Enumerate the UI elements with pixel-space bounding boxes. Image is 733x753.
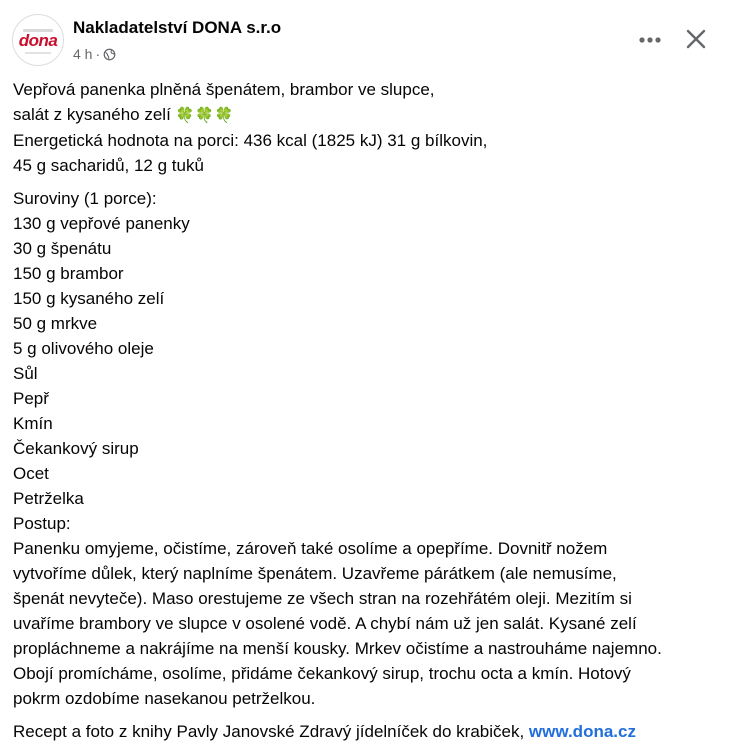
nutrition-line: 45 g sacharidů, 12 g tuků bbox=[13, 156, 204, 175]
close-button[interactable] bbox=[683, 26, 709, 52]
nutrition-line: Energetická hodnota na porci: 436 kcal (1825 kJ) 31 g bílkovin, bbox=[13, 131, 488, 150]
post-intro bbox=[13, 77, 721, 178]
post-meta bbox=[73, 46, 116, 62]
recipe-line: Obojí promícháme, osolíme, přidáme čekankový sirup, trochu octa a kmín. Hotový bbox=[13, 664, 631, 683]
post-timestamp[interactable]: 4 h bbox=[73, 46, 93, 62]
recipe-line: 30 g špenátu bbox=[13, 239, 112, 258]
recipe-line: 150 g kysaného zelí bbox=[13, 289, 165, 308]
post-body bbox=[13, 77, 721, 752]
meta-separator: · bbox=[95, 46, 101, 62]
title-line bbox=[13, 102, 721, 128]
title-line: Vepřová panenka plněná špenátem, brambor ve slupce, bbox=[13, 80, 435, 99]
recipe-line: 150 g brambor bbox=[13, 264, 124, 283]
recipe-line: pokrm ozdobíme nasekanou petrželkou. bbox=[13, 689, 316, 708]
recipe-line: špenát nevyteče). Maso orestujeme ze všech stran na rozehřátém oleji. Mezitím si bbox=[13, 589, 632, 608]
recipe-line: 130 g vepřové panenky bbox=[13, 214, 190, 233]
recipe-line: 5 g olivového oleje bbox=[13, 339, 154, 358]
avatar-logo: dona bbox=[18, 31, 58, 50]
title-line-text: salát z kysaného zelí bbox=[13, 105, 171, 124]
recipe-line: 50 g mrkve bbox=[13, 314, 98, 333]
more-options-icon bbox=[635, 28, 665, 52]
globe-icon[interactable] bbox=[103, 48, 116, 61]
recipe-line: Suroviny (1 porce): bbox=[13, 189, 157, 208]
recipe-content bbox=[13, 186, 721, 711]
clover-emoji: 🍀🍀🍀 bbox=[175, 107, 235, 124]
close-icon bbox=[683, 26, 709, 52]
recipe-line: uvaříme brambory ve slupce v osolené vodě. A chybí nám už jen salát. Kysané zelí bbox=[13, 614, 637, 633]
recipe-line: vytvoříme důlek, který naplníme špenátem. Uzavřeme párátkem (ale nemusíme, bbox=[13, 564, 617, 583]
recipe-line: propláchneme a nakrájíme na menší kousky. Mrkev očistíme a nastrouháme najemno. bbox=[13, 639, 662, 658]
recipe-line: Panenku omyjeme, očistíme, zároveň také osolíme a opepříme. Dovnitř nožem bbox=[13, 539, 608, 558]
recipe-line: Čekankový sirup bbox=[13, 439, 139, 458]
avatar[interactable] bbox=[12, 14, 64, 66]
avatar-decoration-line bbox=[25, 52, 51, 54]
recipe-line: Postup: bbox=[13, 514, 71, 533]
credit-text: Recept a foto z knihy Pavly Janovské Zdravý jídelníček do krabiček, bbox=[13, 722, 529, 741]
recipe-line: Petrželka bbox=[13, 489, 84, 508]
website-link[interactable]: www.dona.cz bbox=[528, 722, 636, 741]
post-header bbox=[12, 14, 721, 70]
recipe-line: Kmín bbox=[13, 414, 53, 433]
more-options-button[interactable] bbox=[635, 28, 665, 52]
page-name-link[interactable]: Nakladatelství DONA s.r.o bbox=[73, 18, 282, 37]
recipe-line: Ocet bbox=[13, 464, 49, 483]
recipe-line: Pepř bbox=[13, 389, 49, 408]
credit-text-line bbox=[13, 719, 721, 744]
recipe-line: Sůl bbox=[13, 364, 38, 383]
credit-line bbox=[13, 719, 721, 744]
